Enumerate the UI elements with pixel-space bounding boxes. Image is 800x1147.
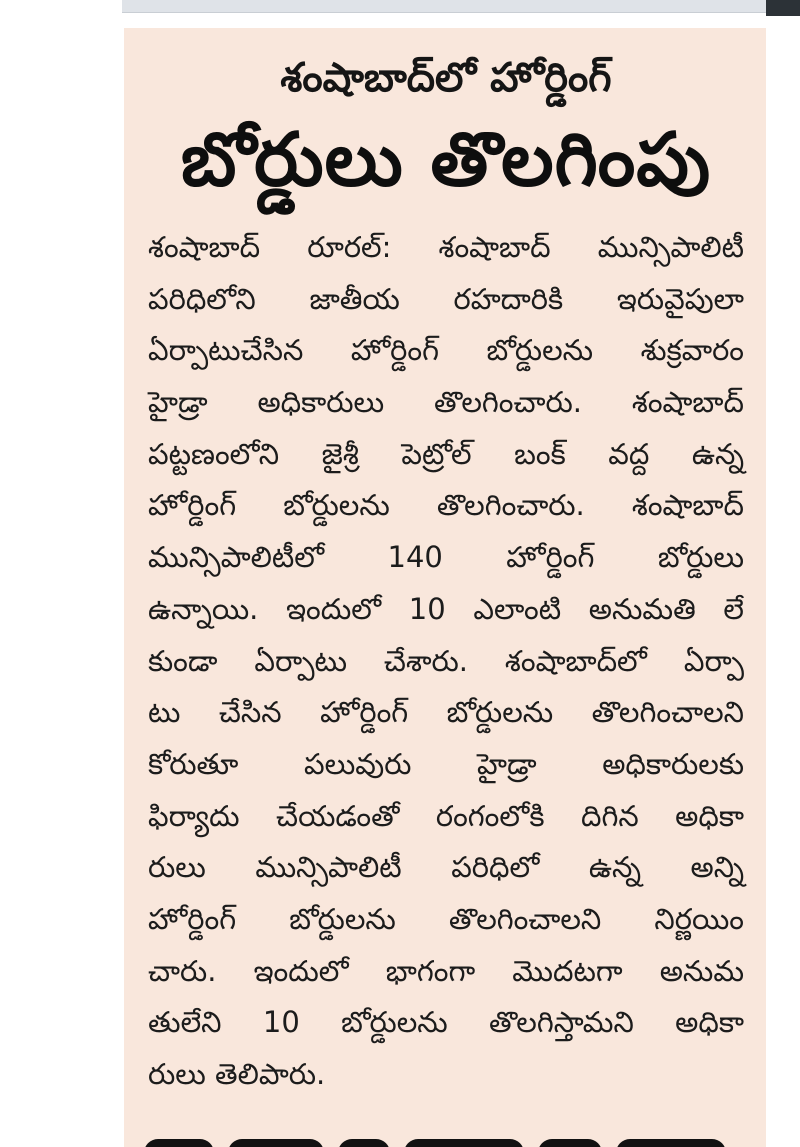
article-body [148, 222, 744, 1101]
body-line: ఫిర్యాదు చేయడంతో రంగంలోకి దిగిన అధికా [148, 798, 744, 833]
top-corner-control [766, 0, 800, 16]
body-line: హైడ్రా అధికారులు తొలగించారు. శంషాబాద్ [148, 385, 744, 420]
body-line: కుండా ఏర్పాటు చేశారు. శంషాబాద్‌లో ఏర్పా [148, 643, 744, 678]
body-line: టు చేసిన హోర్డింగ్ బోర్డులను తొలగించాలని [148, 695, 744, 730]
body-line: ఉన్నాయి. ఇందులో 10 ఎలాంటి అనుమతి లే [148, 591, 744, 626]
body-line: చారు. ఇందులో భాగంగా మొదటగా అనుమ [148, 953, 744, 988]
body-line: హోర్డింగ్ బోర్డులను తొలగించారు. శంషాబాద్ [148, 488, 744, 523]
body-line: శంషాబాద్ రూరల్: శంషాబాద్ మున్సిపాలిటీ [148, 230, 744, 264]
top-toolbar-strip [122, 0, 768, 13]
news-clipping [124, 28, 766, 1147]
body-line: కోరుతూ పలువురు హైడ్రా అధికారులకు [148, 746, 744, 781]
body-line: పట్టణంలోని జైశ్రీ పెట్రోల్ బంక్ వద్ద ఉన్న [148, 436, 744, 471]
body-line: రులు తెలిపారు. [148, 1057, 326, 1091]
body-line: పరిధిలోని జాతీయ రహదారికి ఇరువైపులా [148, 281, 744, 316]
body-line: మున్సిపాలిటీలో 140 హోర్డింగ్ బోర్డులు [148, 540, 744, 575]
body-line: హోర్డింగ్ బోర్డులను తొలగించాలని నిర్ణయిం [148, 901, 744, 936]
next-article-headline-fragment [144, 1139, 746, 1147]
body-line: ఏర్పాటుచేసిన హోర్డింగ్ బోర్డులను శుక్రవారం [148, 333, 744, 368]
article-kicker: శంషాబాద్‌లో హోర్డింగ్ [280, 55, 612, 101]
body-line: రులు మున్సిపాలిటీ పరిధిలో ఉన్న అన్ని [148, 850, 744, 885]
article-headline: బోర్డులు తొలగింపు [180, 117, 712, 203]
body-line: తులేని 10 బోర్డులను తొలగిస్తామని అధికా [148, 1005, 744, 1040]
